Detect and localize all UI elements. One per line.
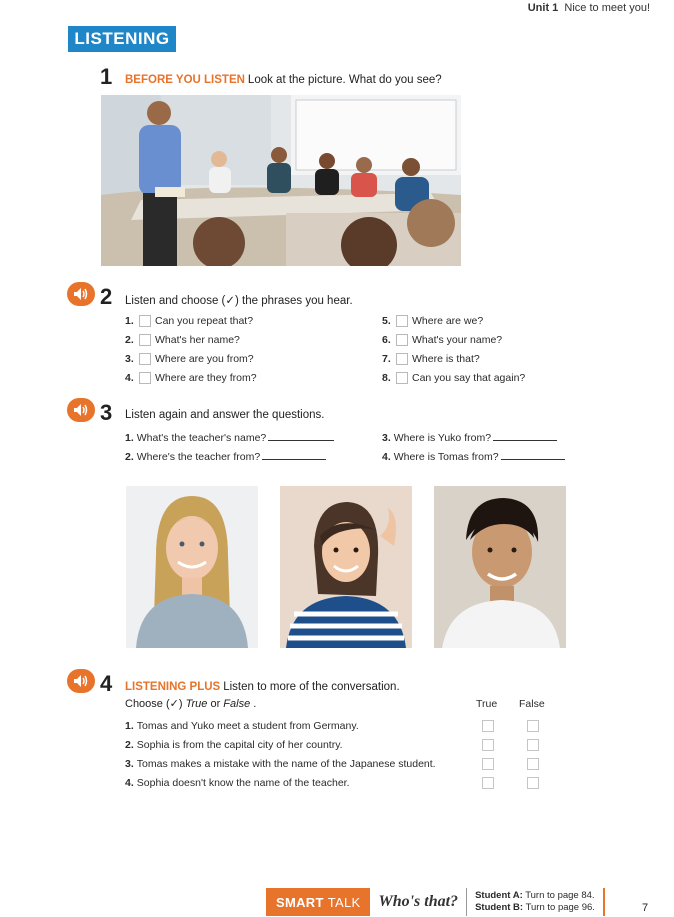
item-number: 4. [382,451,391,463]
question-item [382,451,565,463]
speaker-icon [73,287,89,301]
false-checkbox[interactable] [527,777,539,789]
statement-row [125,777,350,789]
item-text: Can you repeat that? [155,315,254,327]
item-number: 1. [125,432,134,444]
student-a-line [475,890,595,902]
column-header-true: True [476,698,498,710]
true-checkbox[interactable] [482,758,494,770]
checkbox[interactable] [139,353,151,365]
item-number: 5. [382,315,391,327]
item-text: Tomas makes a mistake with the name of the Japanese student. [136,758,436,770]
unit-number: Unit 1 [527,2,559,14]
list-item [125,315,253,327]
section-badge: LISTENING [68,26,176,52]
false-checkbox[interactable] [527,739,539,751]
checkbox[interactable] [396,353,408,365]
smart-label: SMART [276,894,324,910]
list-item [382,334,502,346]
answer-blank[interactable] [493,440,557,441]
student-b-label: Student B: [475,902,524,913]
unit-header [528,2,650,14]
speaker-icon [73,674,89,688]
list-item [125,353,254,365]
list-item [382,372,525,384]
sub-prefix: Choose (✓) [125,698,183,710]
item-number: 4. [125,372,134,384]
item-text: What's your name? [412,334,503,346]
unit-title: Nice to meet you! [564,2,650,14]
audio-icon[interactable] [67,282,95,306]
item-text: Where's the teacher from? [136,451,261,463]
statement-row [125,720,359,732]
item-text: What's her name? [155,334,240,346]
exercise-1-label: BEFORE YOU LISTEN [125,74,245,86]
checkbox[interactable] [396,315,408,327]
item-text: Can you say that again? [412,372,526,384]
student-b-line [475,902,595,914]
speaker-icon [73,403,89,417]
item-text: Where is that? [412,353,480,365]
item-text: Sophia doesn't know the name of the teacher. [136,777,350,789]
audio-icon[interactable] [67,398,95,422]
checkbox[interactable] [139,372,151,384]
true-checkbox[interactable] [482,777,494,789]
exercise-4-title [125,681,400,693]
exercise-4-subinstruction [125,697,256,710]
student-turn-box [466,888,605,916]
exercise-1-number: 1 [100,64,113,89]
student-a-text: Turn to page 84. [525,890,595,901]
question-item [382,432,557,444]
item-number: 4. [125,777,134,789]
column-header-false: False [519,698,545,710]
statement-row [125,739,343,751]
smart-talk-footer [266,888,605,916]
list-item [125,334,240,346]
smart-talk-badge [266,888,370,916]
answer-blank[interactable] [501,459,565,460]
talk-label: TALK [327,894,361,910]
item-number: 3. [382,432,391,444]
checkbox[interactable] [396,334,408,346]
answer-blank[interactable] [268,440,334,441]
statement-row [125,758,436,770]
sub-or: or [210,698,221,710]
item-text: Where is Tomas from? [393,451,499,463]
item-text: Where is Yuko from? [393,432,492,444]
exercise-1-instruction: Look at the picture. What do you see? [247,74,442,86]
list-item [382,315,483,327]
item-number: 1. [125,720,134,732]
exercise-4-label: LISTENING PLUS [125,681,221,693]
item-number: 7. [382,353,391,365]
exercise-2-number: 2 [100,284,113,309]
classroom-photo [101,95,461,266]
audio-icon[interactable] [67,669,95,693]
item-text: Where are they from? [155,372,257,384]
exercise-4-instruction: Listen to more of the conversation. [223,681,400,693]
list-item [125,372,257,384]
exercise-1-title [125,74,442,86]
item-text: Where are you from? [155,353,254,365]
exercise-2-instruction: Listen and choose (✓) the phrases you hear. [125,295,353,307]
item-number: 2. [125,451,134,463]
sub-end: . [253,698,257,710]
portrait-blonde-woman [126,486,258,648]
page-number: 7 [642,902,649,914]
answer-blank[interactable] [262,459,326,460]
item-text: Tomas and Yuko meet a student from Germany. [136,720,359,732]
classroom-illustration [101,95,461,266]
question-item [125,451,326,463]
portrait-young-man [434,486,566,648]
question-item [125,432,334,444]
exercise-3-instruction: Listen again and answer the questions. [125,409,325,421]
false-checkbox[interactable] [527,758,539,770]
student-b-text: Turn to page 96. [525,902,595,913]
item-number: 3. [125,758,134,770]
item-number: 2. [125,739,134,751]
exercise-4-number: 4 [100,671,113,696]
item-number: 2. [125,334,134,346]
exercise-3-number: 3 [100,400,113,425]
item-number: 3. [125,353,134,365]
item-number: 1. [125,315,134,327]
checkbox[interactable] [139,334,151,346]
item-text: Sophia is from the capital city of her country. [136,739,343,751]
sub-true: True [185,698,208,710]
student-a-label: Student A: [475,890,523,901]
list-item [382,353,480,365]
portrait-asian-woman [280,486,412,648]
true-checkbox[interactable] [482,739,494,751]
false-checkbox[interactable] [527,720,539,732]
whos-that-title: Who's that? [378,893,459,910]
item-text: What's the teacher's name? [136,432,267,444]
checkbox[interactable] [139,315,151,327]
checkbox[interactable] [396,372,408,384]
item-number: 8. [382,372,391,384]
item-number: 6. [382,334,391,346]
true-checkbox[interactable] [482,720,494,732]
sub-false: False [223,698,251,710]
item-text: Where are we? [412,315,484,327]
